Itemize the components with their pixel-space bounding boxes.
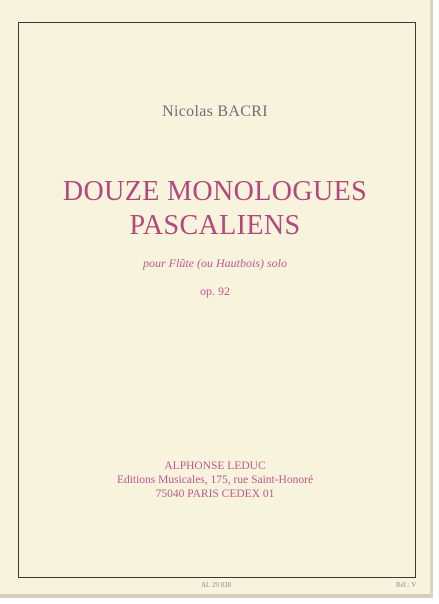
publisher-city: 75040 PARIS CEDEX 01 xyxy=(155,488,275,500)
title-line-2: PASCALIENS xyxy=(129,210,301,241)
instrumentation-subtitle: pour Flûte (ou Hautbois) solo xyxy=(143,256,287,270)
composer-name: Nicolas BACRI xyxy=(162,103,268,120)
opus-number: op. 92 xyxy=(200,284,230,298)
publisher-block xyxy=(0,459,430,501)
title-line-1: DOUZE MONOLOGUES xyxy=(62,176,368,207)
catalog-number: AL 29 838 xyxy=(201,581,232,589)
publisher-name: ALPHONSE LEDUC xyxy=(164,460,266,472)
publisher-address: Editions Musicales, 175, rue Saint-Honoré xyxy=(116,474,314,486)
reference-code: Réf.: V xyxy=(396,581,417,589)
